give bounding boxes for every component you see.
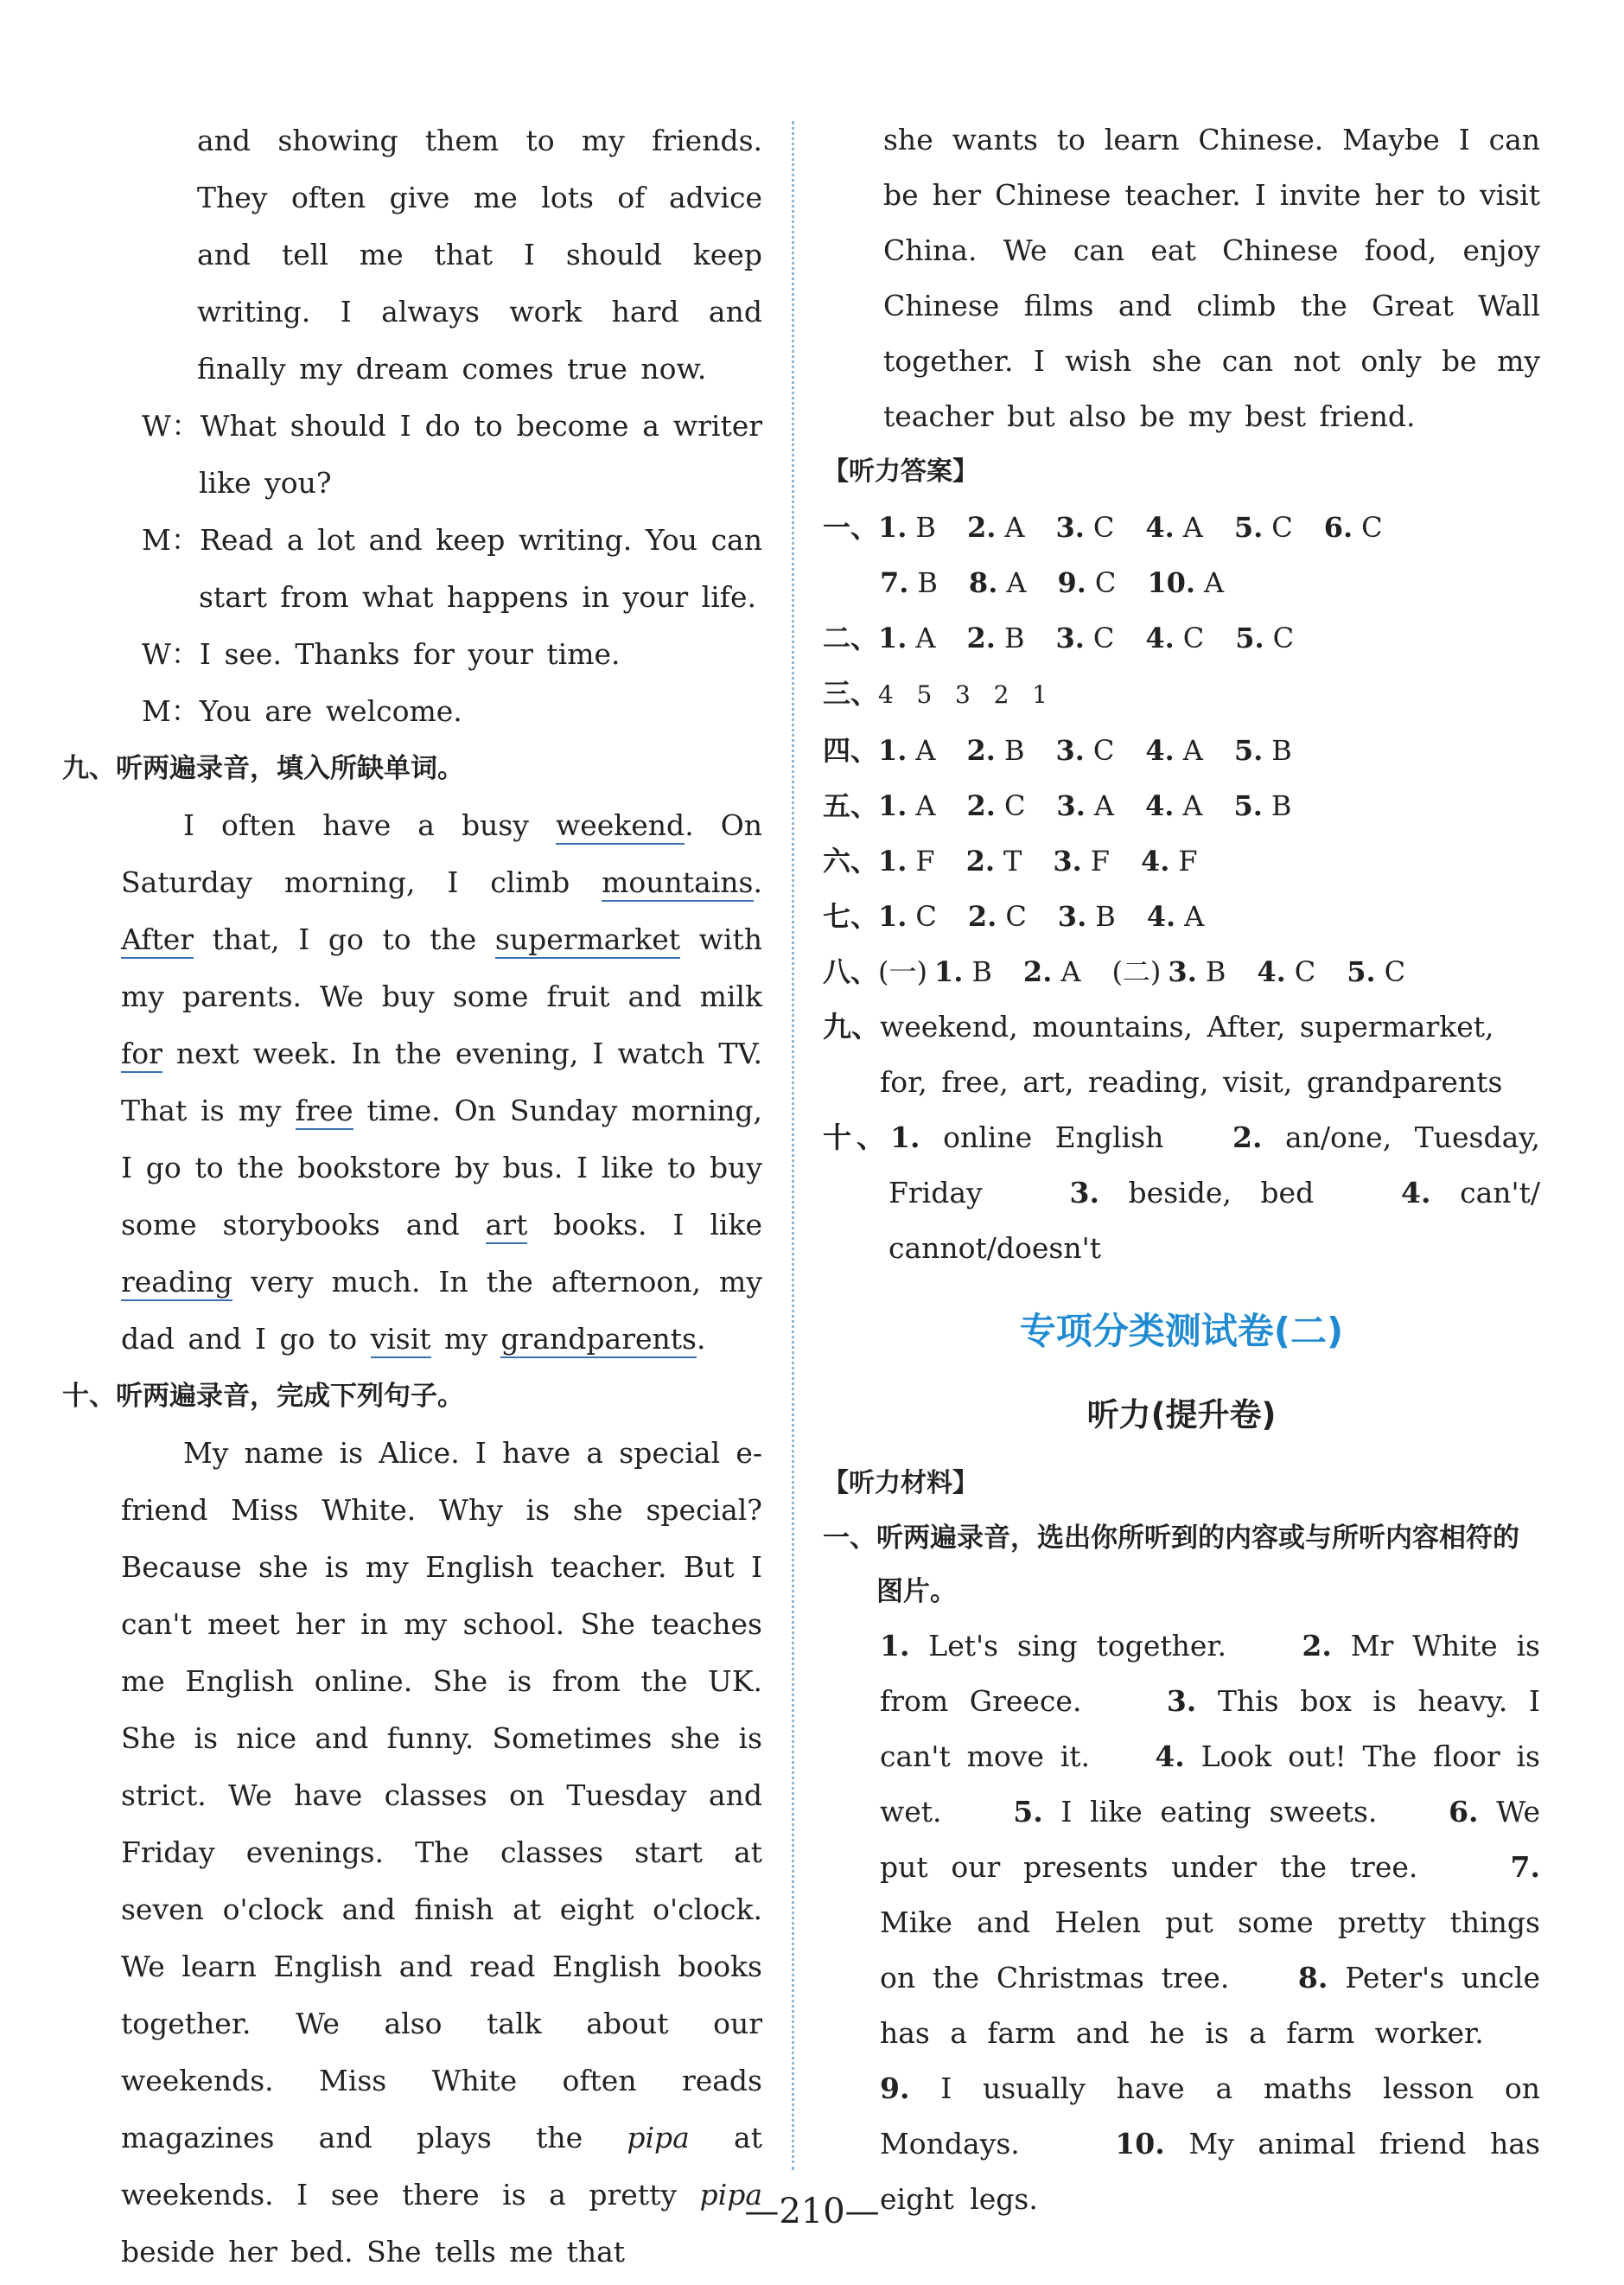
- answer-words: weekend, mountains, After, supermarket, for, free, art, reading, visit, grandparents: [880, 1010, 1503, 1099]
- answer-item: [1324, 511, 1383, 544]
- answer-item: [878, 789, 936, 822]
- story-text: very much. In the afternoon, my dad and I go to: [121, 1265, 762, 1356]
- answer-number: 1.: [878, 511, 908, 544]
- answer-number: 2.: [966, 622, 996, 654]
- answer-letter: A: [1184, 900, 1205, 933]
- answer-items: [1168, 955, 1436, 988]
- column-divider: [792, 121, 794, 2170]
- answer-number: 5.: [1233, 734, 1264, 767]
- part-label: (一): [878, 955, 927, 988]
- page-number: —210—: [744, 2192, 880, 2231]
- answer-number: 3.: [1056, 789, 1086, 822]
- item-number: 3.: [1166, 1684, 1197, 1718]
- answer-number: 10.: [1147, 566, 1195, 599]
- answer-section-label: 四、: [823, 734, 879, 767]
- answer-item: [1145, 511, 1203, 544]
- answer-letter: A: [1182, 511, 1203, 544]
- item-text: We put our presents under the tree.: [880, 1795, 1540, 1884]
- test-title: 专项分类测试卷(二): [1019, 1310, 1344, 1352]
- answer-item: [878, 734, 936, 767]
- italic-word: pipa: [699, 2178, 762, 2212]
- answer-letter: F: [1178, 845, 1198, 878]
- dialogue-text: I see. Thanks for your time.: [199, 637, 621, 671]
- answers-label: 【听力答案】: [823, 456, 978, 487]
- answer-word: supermarket: [495, 922, 680, 959]
- answer-letter: C: [1182, 622, 1205, 654]
- answer-number: 4.: [1145, 734, 1175, 767]
- answer-word: free: [296, 1094, 353, 1130]
- question-1-title: 一、听两遍录音，选出你所听到的内容或与所听内容相符的图片。: [823, 1522, 1519, 1607]
- dialogue-line: [62, 512, 762, 626]
- answer-letter: A: [1060, 955, 1081, 988]
- section-10-title: 十、听两遍录音，完成下列句子。: [62, 1381, 464, 1412]
- answer-number: 4.: [1144, 789, 1175, 822]
- answer-number: 5.: [1233, 511, 1264, 544]
- answer-text: can't/ cannot/doesn't: [888, 1176, 1540, 1265]
- story-text: next week. In the evening, I watch TV. That is my: [121, 1037, 762, 1127]
- answer-items: [878, 734, 1323, 767]
- answer-number: 2.: [965, 845, 996, 878]
- answer-letter: C: [1361, 511, 1383, 544]
- answer-number: 3.: [1057, 900, 1087, 933]
- answer-items: [934, 955, 1111, 988]
- answer-item: [1233, 789, 1291, 822]
- answer-number: 3.: [1053, 845, 1082, 878]
- answer-row: [823, 555, 1540, 610]
- answer-item: [878, 511, 936, 544]
- answer-number: 2.: [1022, 955, 1053, 988]
- answer-item: [967, 734, 1025, 767]
- answer-item: [880, 566, 938, 599]
- answer-letter: C: [1092, 511, 1115, 544]
- answer-number: 4.: [1146, 900, 1176, 933]
- answer-item: [1145, 789, 1203, 822]
- story-text: I often have a busy: [183, 808, 556, 842]
- answer-number: 4.: [1401, 1176, 1431, 1210]
- item-text: This box is heavy. I can't move it.: [880, 1684, 1540, 1773]
- item-text: My animal friend has eight legs.: [880, 2127, 1540, 2216]
- item-text: I like eating sweets.: [1060, 1795, 1378, 1829]
- answer-number: 2.: [967, 900, 997, 933]
- answer-word: grandparents: [500, 1322, 697, 1358]
- answer-section-label: 五、: [823, 789, 879, 822]
- answer-item: [967, 622, 1025, 654]
- answer-item: [1147, 566, 1224, 599]
- answer-letter: B: [1003, 622, 1025, 654]
- answer-item: [1057, 566, 1116, 599]
- story-10-continuation: she wants to learn Chinese. Maybe I can be her Chinese teacher. I invite her to visit China. We can eat Chinese food, enjoy Chinese films and climb the Great Wall together. I wish she can not only be my teacher but also be my best friend.: [883, 123, 1540, 433]
- answer-text: an/one, Tuesday, Friday: [888, 1120, 1541, 1210]
- answer-letter: C: [1294, 955, 1316, 988]
- answer-item: [1055, 734, 1114, 767]
- story-text: .: [753, 865, 762, 899]
- answer-number: 6.: [1323, 511, 1353, 544]
- answer-number: 1.: [878, 789, 908, 822]
- answer-letter: A: [915, 622, 936, 654]
- answer-letter: A: [1004, 511, 1025, 544]
- answer-letter: A: [1093, 789, 1114, 822]
- answer-text: beside, bed: [1128, 1176, 1315, 1210]
- answer-section-label: 三、: [823, 677, 879, 710]
- answer-item: [1234, 734, 1292, 767]
- answer-number: 4.: [1140, 845, 1170, 878]
- answer-item: [1141, 845, 1198, 878]
- answer-letter: B: [971, 955, 992, 988]
- answer-letter: B: [1095, 900, 1116, 933]
- answer-number: 8.: [968, 566, 998, 599]
- answer-item: [1055, 511, 1114, 544]
- story-text: time. On Sunday morning, I go to the bookstore by bus. I like to buy some storybooks and: [121, 1094, 762, 1241]
- answer-item: [878, 845, 935, 878]
- answer-number: 5.: [1233, 789, 1263, 822]
- answer-section-label: 二、: [823, 622, 879, 654]
- answer-items: [878, 622, 1325, 654]
- item-number: 1.: [880, 1629, 910, 1663]
- speaker: W：: [142, 637, 200, 671]
- story-text: my: [430, 1322, 501, 1356]
- story-9: [62, 797, 762, 1368]
- section-9-title: 九、听两遍录音，填入所缺单词。: [62, 753, 464, 784]
- left-column: [62, 112, 762, 2281]
- answer-row: [823, 778, 1540, 833]
- answer-item: [1053, 845, 1110, 878]
- answer-number: 3.: [1055, 622, 1085, 654]
- answer-number: 1.: [878, 900, 908, 933]
- italic-word: pipa: [627, 2121, 690, 2154]
- answer-item: [967, 789, 1026, 822]
- dialogue-text: You are welcome.: [199, 694, 462, 728]
- answer-number: 3.: [1055, 511, 1085, 544]
- story-text: .: [696, 1322, 706, 1356]
- answer-item: [1235, 622, 1294, 654]
- answer-number: 1.: [878, 845, 908, 878]
- answer-item: [1055, 622, 1114, 654]
- answer-number: 9.: [1057, 566, 1086, 599]
- answer-item: [1058, 900, 1116, 933]
- answer-letter: C: [1092, 734, 1115, 767]
- answer-word: art: [486, 1208, 528, 1244]
- answer-letter: C: [1094, 566, 1117, 599]
- item-text: Let's sing together.: [928, 1629, 1227, 1663]
- story-text: with my parents. We buy some fruit and milk: [121, 922, 762, 1013]
- answer-number: 5.: [1235, 622, 1264, 654]
- answer-section-label: 八、: [823, 955, 879, 988]
- answer-row: [823, 666, 1540, 723]
- answer-text: online English: [943, 1120, 1164, 1154]
- answer-number: 3.: [1168, 955, 1197, 988]
- dialogue-line: [62, 626, 762, 683]
- speaker: W：: [142, 409, 201, 443]
- dialogue-line: [62, 683, 762, 740]
- answer-items: [878, 900, 1235, 933]
- answer-letter: C: [1384, 955, 1406, 988]
- item-number: 5.: [1013, 1795, 1043, 1829]
- item-text: Look out! The floor is wet.: [880, 1739, 1540, 1829]
- answer-letter: C: [1272, 622, 1295, 654]
- answer-item: [967, 511, 1025, 544]
- dialogue-text: Read a lot and keep writing. You can start from what happens in your life.: [199, 523, 762, 614]
- answer-letter: B: [1271, 734, 1292, 767]
- answer-row: [823, 833, 1540, 889]
- speaker: M：: [142, 694, 200, 728]
- answer-number: 4.: [1145, 511, 1175, 544]
- item-number: 2.: [1302, 1629, 1332, 1663]
- answer-items: [878, 789, 1322, 822]
- story-text: . On Saturday morning, I climb: [121, 808, 762, 899]
- item-text: Mr White is from Greece.: [880, 1629, 1540, 1718]
- answer-item: [1145, 622, 1204, 654]
- answer-number: 2.: [1232, 1120, 1263, 1154]
- answer-row: [823, 723, 1540, 778]
- answer-letter: B: [1003, 734, 1025, 767]
- answer-letter: A: [1006, 566, 1027, 599]
- answer-word: for: [121, 1037, 162, 1073]
- answer-number: 4.: [1145, 622, 1175, 654]
- answer-row: [823, 889, 1540, 944]
- answer-item: [1347, 955, 1405, 988]
- answer-letter: C: [915, 900, 937, 933]
- answer-item: [969, 566, 1027, 599]
- answer-key: [823, 500, 1540, 1276]
- answer-letter: T: [1003, 845, 1022, 878]
- speaker: M：: [142, 523, 201, 557]
- answer-word: mountains: [602, 865, 753, 902]
- question-1-items: [823, 1618, 1540, 2227]
- answer-section-label: 七、: [823, 900, 879, 933]
- answer-row: [823, 1110, 1540, 1276]
- answer-item: [878, 622, 936, 654]
- answer-letter: A: [1182, 734, 1203, 767]
- answer-section-label: 一、: [823, 511, 879, 544]
- right-column: [823, 112, 1540, 2227]
- answer-letter: A: [915, 789, 936, 822]
- story-text: at weekends. I see there is a pretty: [121, 2121, 762, 2212]
- answer-letter: B: [917, 566, 938, 599]
- answer-number: 1.: [890, 1120, 920, 1154]
- answer-number: 2.: [966, 789, 996, 822]
- test-subtitle: 听力(提升卷): [1086, 1396, 1277, 1433]
- answer-letter: B: [915, 511, 936, 544]
- answer-row: [823, 610, 1540, 666]
- item-number: 9.: [880, 2071, 910, 2105]
- answer-letter: F: [915, 845, 935, 878]
- dialogue-text: What should I do to become a writer like you?: [199, 409, 763, 500]
- answer-letter: C: [1005, 900, 1027, 933]
- answer-letter: C: [1003, 789, 1026, 822]
- answer-number: 1.: [878, 734, 908, 767]
- item-number: 4.: [1155, 1739, 1185, 1773]
- answer-letter: F: [1090, 845, 1110, 878]
- story-text: beside her bed. She tells me that: [121, 2235, 626, 2269]
- answer-item: [1145, 734, 1203, 767]
- answer-item: [966, 845, 1022, 878]
- story-10: [62, 1425, 762, 2281]
- answer-number: 3.: [1069, 1176, 1099, 1210]
- answer-number: 5.: [1347, 955, 1376, 988]
- answer-item: [1257, 955, 1315, 988]
- answer-row: [823, 500, 1540, 555]
- answer-item: [968, 900, 1027, 933]
- answer-number: 4.: [1257, 955, 1286, 988]
- story-text: My name is Alice. I have a special e-friend Miss White. Why is she special? Because she is my English teacher. But I can't meet her in my school. She teaches me English online. She is from the UK. She is nice and funny. Sometimes she is strict. We have classes on Tuesday and Friday evenings. The classes start at seven o'clock and finish at eight o'clock. We learn English and read English books together. We also talk about our weekends. Miss White often reads magazines and plays the: [121, 1436, 762, 2154]
- answer-word: weekend: [556, 808, 685, 845]
- item-number: 8.: [1297, 1961, 1328, 1995]
- answer-letter: C: [1271, 511, 1293, 544]
- item-text: I usually have a maths lesson on Mondays.: [880, 2071, 1540, 2161]
- answer-section-label: 十、: [823, 1120, 891, 1154]
- answer-number: 2.: [966, 511, 997, 544]
- answer-item: [1023, 955, 1081, 988]
- answer-letter: A: [915, 734, 936, 767]
- answer-letter: A: [1204, 566, 1225, 599]
- answer-number: 2.: [966, 734, 996, 767]
- answer-item: [1147, 900, 1205, 933]
- answer-item: [934, 955, 992, 988]
- answer-letter: B: [1271, 789, 1292, 822]
- answer-number: 7.: [880, 566, 909, 599]
- answer-number: 3.: [1055, 734, 1085, 767]
- answer-item: [878, 900, 937, 933]
- answer-row: [823, 944, 1540, 999]
- part-label: (二): [1111, 955, 1162, 988]
- answer-word: visit: [371, 1322, 431, 1358]
- answer-section-label: 九、: [823, 1010, 880, 1044]
- item-number: 7.: [1510, 1850, 1540, 1884]
- material-label: 【听力材料】: [823, 1468, 978, 1498]
- answer-number: 1.: [934, 955, 964, 988]
- answer-item: [1234, 511, 1293, 544]
- answer-letter: B: [1205, 955, 1226, 988]
- answer-word: reading: [121, 1265, 232, 1301]
- answer-item: [1168, 955, 1226, 988]
- item-text: Mike and Helen put some pretty things on the Christmas tree.: [880, 1905, 1540, 1995]
- answer-letter: A: [1182, 789, 1203, 822]
- item-number: 6.: [1449, 1795, 1479, 1829]
- answer-items: [878, 845, 1229, 878]
- item-number: 10.: [1115, 2127, 1165, 2161]
- answer-items: [878, 511, 1414, 544]
- answer-items: [880, 566, 1255, 599]
- story-text: books. I like: [527, 1208, 762, 1241]
- answer-letter: C: [1092, 622, 1115, 654]
- answer-word: After: [121, 922, 194, 959]
- item-text: Peter's uncle has a farm and he is a farm worker.: [880, 1961, 1540, 2050]
- answer-section-label: 六、: [823, 845, 879, 878]
- answer-number: 1.: [878, 622, 908, 654]
- story-text: that, I go to the: [194, 922, 495, 956]
- answer-sequence: 4 5 3 2 1: [878, 680, 1048, 709]
- dialogue-continuation: and showing them to my friends. They often give me lots of advice and tell me that I should keep writing. I always work hard and finally my dream comes true now.: [197, 124, 762, 386]
- answer-row: [823, 999, 1540, 1110]
- answer-item: [1056, 789, 1114, 822]
- dialogue-line: [62, 398, 762, 512]
